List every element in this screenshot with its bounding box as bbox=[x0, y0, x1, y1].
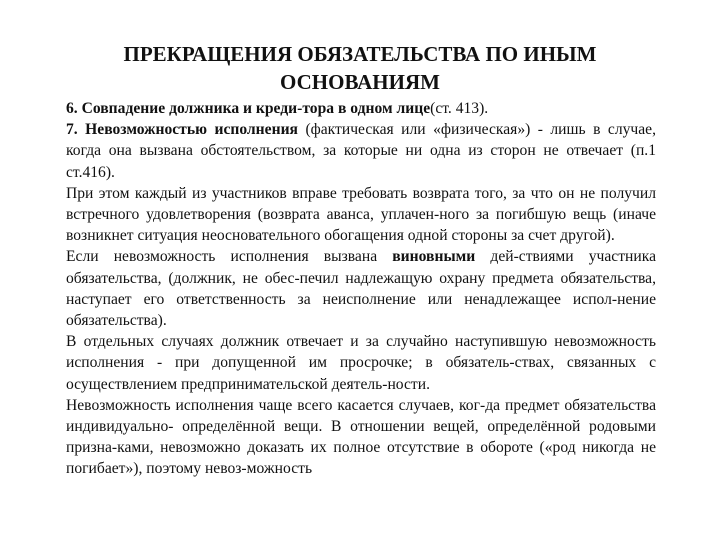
slide-body bbox=[66, 98, 656, 480]
paragraph-fault-after: дей-ствиями участника обязательства, (должник, не обес-печил надлежащую охрану предмета обязательства, наступает его ответственность за неисполнение или ненадлежащее испол-нение обязательства). bbox=[66, 248, 656, 330]
slide-title bbox=[60, 40, 660, 96]
paragraph-accidental: В отдельных случаях должник отвечает и за случайно наступившую невозможность исполнения - при допущенной им просрочке; в обязатель-ствах, связанных с осуществлением предпринимательской деятель-ности. bbox=[66, 333, 656, 393]
paragraph-individual-thing: Невозможность исполнения чаще всего касается случаев, ког-да предмет обязательства индивидуально- определённой вещи. В отношении вещей, определённой родовыми призна-ками, невозможно доказать их полное отсутствие в обороте («род никогда не погибает»), поэтому невоз-можность bbox=[66, 396, 656, 478]
paragraph-6 bbox=[66, 98, 656, 119]
title-line-1: ПРЕКРАЩЕНИЯ ОБЯЗАТЕЛЬСТВА ПО ИНЫМ bbox=[123, 42, 597, 66]
paragraph-fault bbox=[66, 246, 656, 331]
paragraph-fault-before: Если невозможность исполнения вызвана bbox=[66, 248, 393, 266]
paragraph-7-text: (фактическая или «физическая») - лишь в случае, когда она вызвана обстоятельством, за которые ни одна из сторон не отвечает (п.1 ст.416). bbox=[66, 121, 656, 181]
paragraph-restitution: При этом каждый из участников вправе требовать возврата того, за что он не получил встречного удовлетворения (возврата аванса, уплачен-ного за погибшую вещь (иначе возникнет ситуация неосновательного обогащения одной стороны за счет другой). bbox=[66, 184, 656, 245]
paragraph-fault-bold: виновными bbox=[392, 248, 476, 266]
title-line-2: ОСНОВАНИЯМ bbox=[280, 70, 440, 94]
paragraph-7-bold: 7. Невозможностью исполнения bbox=[66, 121, 298, 139]
paragraph-7 bbox=[66, 119, 656, 183]
paragraph-6-text: (ст. 413). bbox=[430, 100, 489, 117]
paragraph-6-bold: 6. Совпадение должника и креди-тора в одном лице bbox=[66, 100, 431, 117]
